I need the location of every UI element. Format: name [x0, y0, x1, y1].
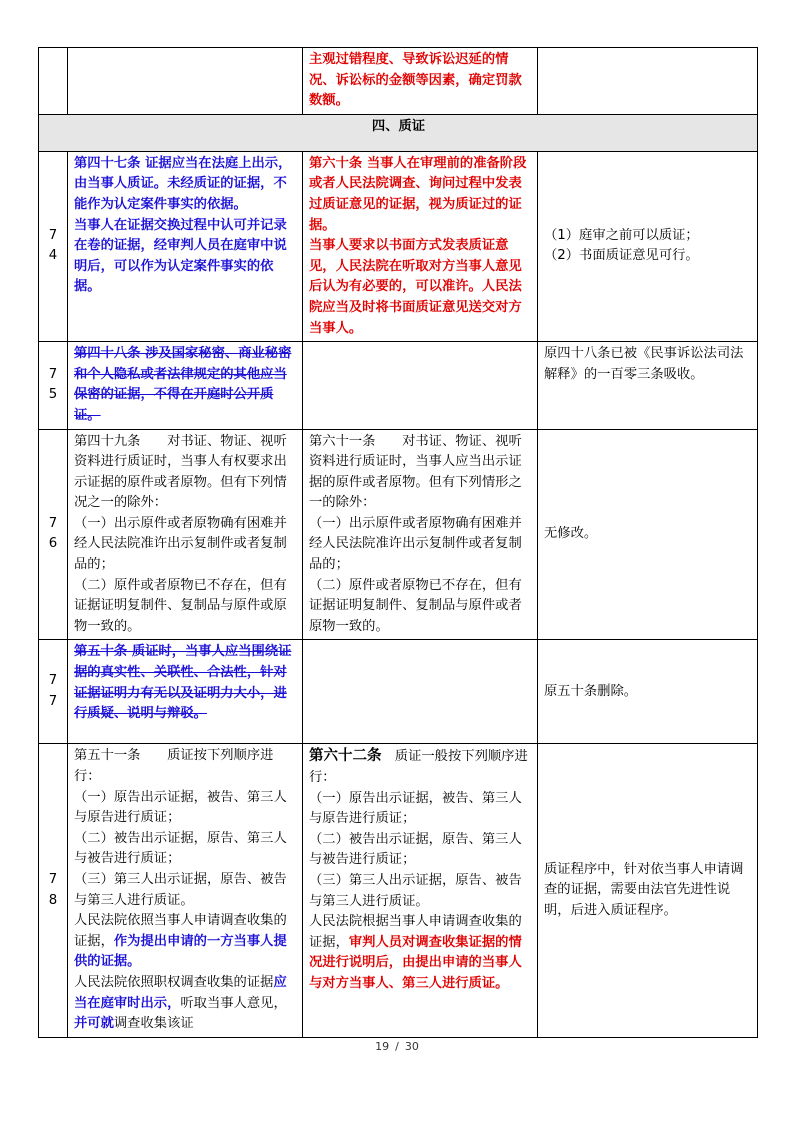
old-provision-fragment: 听取当事人意见，	[180, 995, 287, 1011]
new-provision-emphasis: 审判人员对调查收集证据的情况进行说明后，由提出申请的当事人与对方当事人、第三人进行质证。	[309, 934, 522, 991]
note-text: 无修改。	[544, 526, 598, 542]
table-row	[39, 48, 758, 115]
new-provision-text: （一）出示原件或者原物确有困难并经人民法院准许出示复制件或者复制品的；	[309, 515, 522, 573]
note-text: 质证程序中，针对依当事人申请调查的证据，需要由法官先进性说明，后进入质证程序。	[544, 861, 744, 918]
row-number	[39, 151, 68, 341]
old-provision-text: （三）第三人出示证据，原告、被告与第三人进行质证。	[74, 872, 287, 908]
new-provision-text	[309, 746, 532, 788]
old-provision-text: 当事人在证据交换过程中认可并记录在卷的证据，经审判人员在庭审中说明后，可以作为认定案件事实的依据。	[74, 217, 287, 295]
new-provision-cell	[303, 640, 538, 744]
note-text: 原五十条删除。	[544, 683, 638, 699]
row-number	[39, 429, 68, 640]
new-provision-cell	[303, 429, 538, 640]
note-cell	[538, 48, 758, 115]
new-provision-text: 第六十一条 对书证、物证、视听资料进行质证时，当事人应当出示证据的原件或者原物。但有下列情形之一的除外：	[309, 433, 522, 511]
section-title: 四、质证	[39, 114, 758, 151]
old-provision-text	[74, 911, 297, 973]
old-provision-text: 第五十一条 质证按下列顺序进行：	[74, 748, 274, 785]
new-provision-cell	[303, 744, 538, 1037]
new-provision-cell	[303, 342, 538, 429]
row-number	[39, 744, 68, 1037]
new-provision-text: 当事人要求以书面方式发表质证意见，人民法院在听取对方当事人意见后认为有必要的，可以准许。人民法院应当及时将书面质证意见送交对方当事人。	[309, 238, 522, 336]
note-cell	[538, 429, 758, 640]
comparison-table	[38, 47, 758, 1038]
row-number	[39, 640, 68, 744]
table-row	[39, 342, 758, 429]
current-page-number: 19	[375, 1040, 390, 1053]
old-provision-cell	[68, 151, 303, 341]
row-number-text: 76	[48, 515, 58, 552]
old-provision-text: （一）出示原件或者原物确有困难并经人民法院准许出示复制件或者复制品的；	[74, 515, 287, 573]
old-provision-text: 第四十七条 证据应当在法庭上出示，由当事人质证。未经质证的证据，不能作为认定案件事实的依据。	[74, 155, 292, 212]
new-provision-text: 主观过错程度、导致诉讼迟延的情况、诉讼标的金额等因素，确定罚款数额。	[309, 52, 522, 109]
note-cell	[538, 640, 758, 744]
old-provision-text: 第四十九条 对书证、物证、视听资料进行质证时，当事人有权要求出示证据的原件或者原物。但有下列情况之一的除外：	[74, 433, 287, 511]
new-provision-text: （三）第三人出示证据，原告、被告与第三人进行质证。	[309, 873, 522, 909]
new-provision-text: （二）被告出示证据，原告、第三人与被告进行质证；	[309, 831, 522, 868]
note-cell	[538, 342, 758, 429]
old-provision-emphasis: 应当在庭审时出示，	[74, 974, 287, 1011]
note-cell	[538, 151, 758, 341]
new-provision-text: （二）原件或者原物已不存在，但有证据证明复制件、复制品与原件或者原物一致的。	[309, 577, 522, 634]
table-row	[39, 151, 758, 341]
row-number	[39, 48, 68, 115]
new-provision-cell	[303, 151, 538, 341]
old-provision-emphasis: 并可就	[74, 1016, 114, 1032]
new-provision-article: 第六十二条	[309, 748, 382, 765]
old-provision-fragment: 人民法院依照职权调查收集的证据	[74, 974, 274, 990]
note-text: （1）庭审之前可以质证； （2）书面质证意见可行。	[544, 227, 699, 264]
note-text: 原四十八条已被《民事诉讼法司法解释》的一百零三条吸收。	[544, 346, 744, 382]
new-provision-cell	[303, 48, 538, 115]
old-provision-fragment: 调查收集该证	[113, 1016, 194, 1032]
new-provision-text	[309, 912, 532, 994]
old-provision-text: （二）被告出示证据，原告、第三人与被告进行质证；	[74, 830, 287, 867]
old-provision-cell	[68, 429, 303, 640]
row-number-text: 74	[48, 227, 58, 264]
row-number	[39, 342, 68, 429]
row-number-text: 75	[48, 366, 58, 403]
old-provision-cell	[68, 48, 303, 115]
new-provision-fragment: 质证一般按下列顺序进行：	[309, 749, 528, 786]
new-provision-text: （一）原告出示证据，被告、第三人与原告进行质证；	[309, 790, 522, 827]
table-row	[39, 744, 758, 1037]
table-row	[39, 429, 758, 640]
old-provision-text: 第四十八条 涉及国家秘密、商业秘密和个人隐私或者法律规定的其他应当保密的证据，不得在开庭时公开质证。	[74, 346, 292, 423]
old-provision-emphasis: 作为提出申请的一方当事人提供的证据。	[74, 933, 287, 970]
new-provision-text: 第六十条 当事人在审理前的准备阶段或者人民法院调查、询问过程中发表过质证意见的证据，视为质证过的证据。	[309, 155, 527, 233]
old-provision-text: （二）原件或者原物已不存在，但有证据证明复制件、复制品与原件或原物一致的。	[74, 577, 287, 634]
row-number-text: 78	[48, 872, 58, 908]
old-provision-fragment: 人民法院依照当事人申请调查收集的证据，	[74, 913, 287, 949]
old-provision-text	[74, 973, 297, 1035]
old-provision-cell	[68, 744, 303, 1037]
total-page-count: 30	[404, 1040, 419, 1053]
page-footer	[0, 1040, 794, 1053]
note-cell	[538, 744, 758, 1037]
section-title-row	[39, 114, 758, 151]
page-separator: /	[395, 1040, 399, 1053]
old-provision-text: 第五十条 质证时，当事人应当围绕证据的真实性、关联性、合法性，针对证据证明力有无以及证明力大小，进行质疑、说明与辩驳。	[74, 644, 292, 722]
old-provision-cell	[68, 342, 303, 429]
row-number-text: 77	[48, 673, 58, 709]
new-provision-fragment: 人民法院根据当事人申请调查收集的证据，	[309, 914, 522, 950]
table-row	[39, 640, 758, 744]
old-provision-cell	[68, 640, 303, 744]
old-provision-text: （一）原告出示证据，被告、第三人与原告进行质证；	[74, 789, 287, 826]
